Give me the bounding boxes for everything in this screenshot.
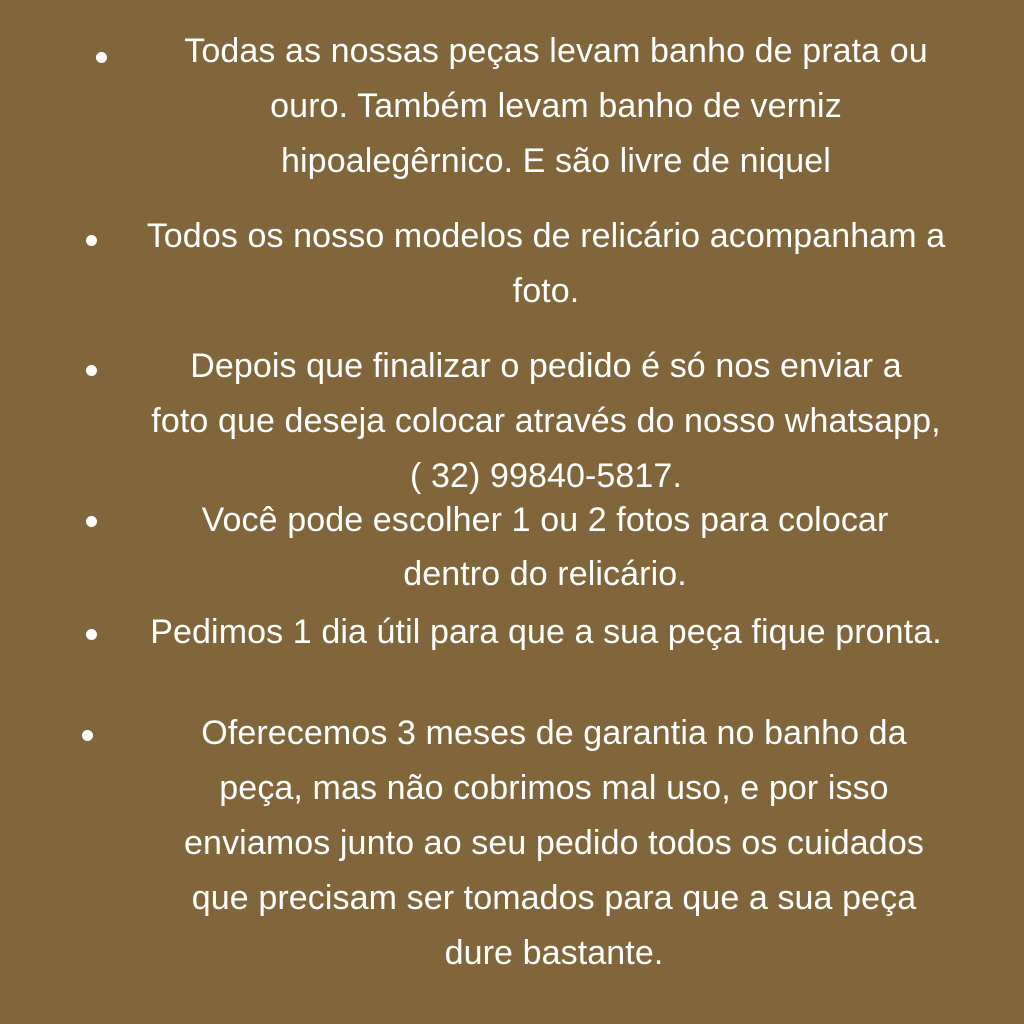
item-text: Todos os nosso modelos de relicário acompanham a foto. <box>146 217 946 310</box>
item-text: Depois que finalizar o pedido é só nos enviar a foto que deseja colocar através do nosso whatsapp, ( 32) 99840-5817. <box>151 347 941 495</box>
item-text: Oferecemos 3 meses de garantia no banho da peça, mas não cobrimos mal uso, e por isso enviamos junto ao seu pedido todos os cuidados que precisam ser tomados para que a sua peça dure bastante. <box>184 714 924 972</box>
item-text: Todas as nossas peças levam banho de prata ou ouro. Também levam banho de verniz hipoalegêrnico. E são livre de niquel <box>184 32 928 180</box>
bullet-icon <box>86 629 97 640</box>
bullet-icon <box>82 730 93 741</box>
item-text: Pedimos 1 dia útil para que a sua peça fique pronta. <box>150 613 942 651</box>
bullet-icon <box>96 52 107 63</box>
bullet-icon <box>86 516 97 527</box>
item-text: Você pode escolher 1 ou 2 fotos para colocar dentro do relicário. <box>201 501 889 593</box>
bullet-icon <box>86 235 97 246</box>
bullet-icon <box>86 365 97 376</box>
